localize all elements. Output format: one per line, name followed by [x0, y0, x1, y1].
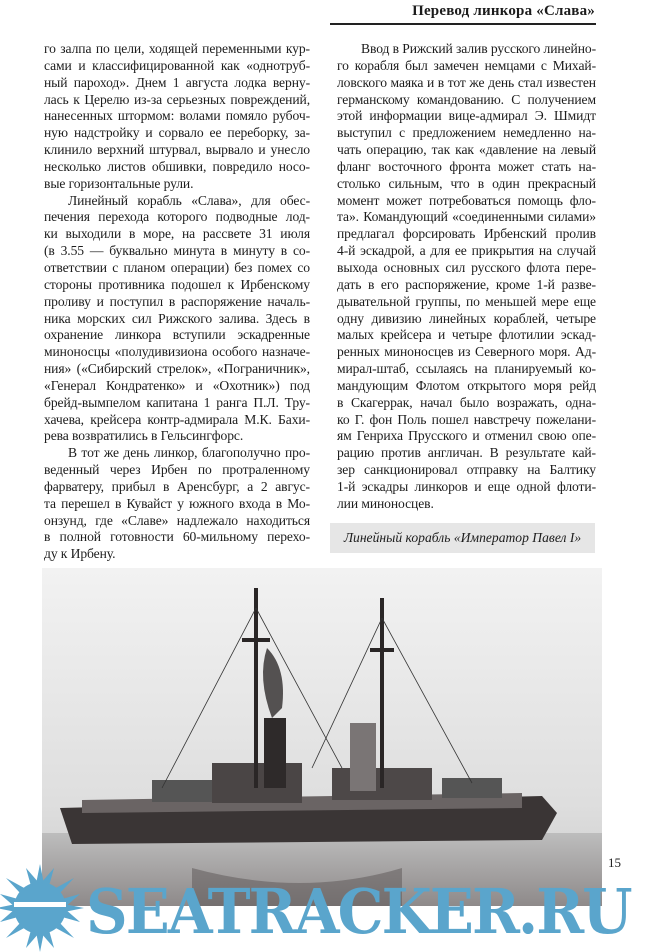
text-line: этой информации вице-адмирал Э. Шмидт: [337, 108, 596, 124]
text-line: В тот же день линкор, благополучно про-: [68, 445, 310, 461]
text-line: веденный через Ирбен по протраленному: [44, 462, 310, 478]
text-line: зер санкционировал отправку на Балтику: [337, 462, 596, 478]
text-line: 4-й эскадрой, а для ее прикрытия на случай: [337, 243, 596, 259]
text-line: та перешел в Кувайст у южного входа в Мо-: [44, 495, 310, 511]
left-column: [44, 41, 310, 563]
text-line: лась к Церелю из-за серьезных повреждений,: [44, 91, 310, 107]
text-line: выступил с предложением немедленно на-: [337, 125, 596, 141]
text-line: Линейный корабль «Слава», для обес-: [68, 192, 310, 208]
text-line: фланг восточного фронта может стать на-: [337, 158, 596, 174]
text-line: германскому командованию. С получением: [337, 91, 596, 107]
text-line: в полной готовности 60-мильному перехо-: [44, 529, 310, 545]
text-line: мандующим Флотом открытого моря рейд: [337, 377, 596, 393]
text-line: дывательной группы, по меньшей мере еще: [337, 293, 596, 309]
text-line: ренных миноносцев из Северного моря. Ад-: [337, 344, 596, 360]
text-line: выхода основных сил русского флота пере-: [337, 259, 596, 275]
text-line: стороны противника подошел к Ирбенскому: [44, 276, 310, 292]
text-line: хачева, крейсера контр-адмирала М.К. Бахи-: [44, 411, 310, 427]
page-number: 15: [608, 855, 621, 870]
text-line: 1-й эскадры линкоров и еще одной флоти-: [337, 478, 596, 494]
text-line: ную надстройку и сорвало ее переборку, за-: [44, 125, 310, 141]
text-line: ду к Ирбену.: [44, 546, 116, 562]
text-line: ям Генриха Прусского и отменил свою опе-: [337, 428, 596, 444]
text-line: ловского маяка и в тот же день стал известен: [337, 74, 596, 90]
watermark-text: SEATRACKER.RU: [86, 875, 631, 948]
text-line: проливу и поступил в распоряжение началь-: [44, 293, 310, 309]
text-line: го залпа по цели, ходящей переменными кур-: [44, 41, 310, 56]
text-line: вые горизонтальные рули.: [44, 175, 194, 191]
text-line: ный пароход». Днем 1 августа лодка верну-: [44, 74, 310, 90]
text-line: клинило верхний штурвал, вырвало и унесло: [44, 142, 310, 158]
text-line: ния» («Сибирский стрелок», «Пограничник»,: [44, 361, 310, 377]
text-line: одну дивизию линейных кораблей, четыре: [337, 310, 596, 326]
text-line: ко Г. фон Поль пошел навстречу пожелани-: [337, 411, 596, 427]
text-line: брейд-вымпелом капитана 1 ранга П.Л. Тру-: [44, 394, 310, 410]
text-line: нанесенных штормом: волами помяло рубоч-: [44, 108, 310, 124]
text-line: фарватеру, прибыл в Аренсбург, а 2 авгус-: [44, 478, 310, 494]
text-line: рацию против англичан. В результате кай-: [337, 445, 596, 461]
text-line: рева возвратились в Гельсингфорс.: [44, 428, 244, 444]
text-line: Ввод в Рижский залив русского линейно-: [361, 41, 596, 56]
text-line: сами и классифицированной как «однотруб-: [44, 57, 310, 73]
text-line: ника морских сил Рижского залива. Здесь в: [44, 310, 310, 326]
text-line: момент может потребоваться помощь фло-: [337, 192, 596, 208]
text-line: столько сильным, что в один прекрасный: [337, 175, 596, 191]
text-line: онзунд, где «Славе» надлежало находиться: [44, 512, 310, 528]
text-line: мирал-штаб, ссылаясь на планируемый ко-: [337, 361, 596, 377]
battleship-photo: [42, 568, 602, 906]
header-rule: [330, 23, 596, 25]
text-line: охранение линкора вступили эскадренные: [44, 327, 310, 343]
text-line: ответствии с планом операции) без помех со: [44, 259, 310, 275]
running-header: Перевод линкора «Слава»: [412, 3, 595, 19]
text-line: несколько листов обшивки, повредило носо-: [44, 158, 310, 174]
text-line: лии миноносцев.: [337, 495, 434, 511]
text-line: чать операцию, так как «давление на левый: [337, 142, 596, 158]
text-line: малых крейсера и четыре флотилии эскад-: [337, 327, 596, 343]
text-line: в Скагеррак, начал было возражать, одна-: [337, 394, 596, 410]
text-line: предлагал форсировать Ирбенский пролив: [337, 226, 596, 242]
text-line: печения перехода которого подводные лод-: [44, 209, 310, 225]
text-line: го корабля был замечен немцами с Михай-: [337, 57, 596, 73]
text-line: (в 3.55 — буквально минута в минуту в со-: [44, 243, 310, 259]
text-line: миноносцы «полудивизиона особого назначе-: [44, 344, 310, 360]
text-line: дать в его распоряжение, кроме 1-й разве-: [337, 276, 596, 292]
right-column: [337, 41, 596, 513]
text-line: «Генерал Кондратенко» и «Охотник») под: [44, 377, 310, 393]
text-line: ки выходили в море, на рассвете 31 июля: [44, 226, 310, 242]
photo-caption: Линейный корабль «Император Павел I»: [330, 523, 595, 553]
text-line: та». Командующий «соединенными силами»: [337, 209, 596, 225]
